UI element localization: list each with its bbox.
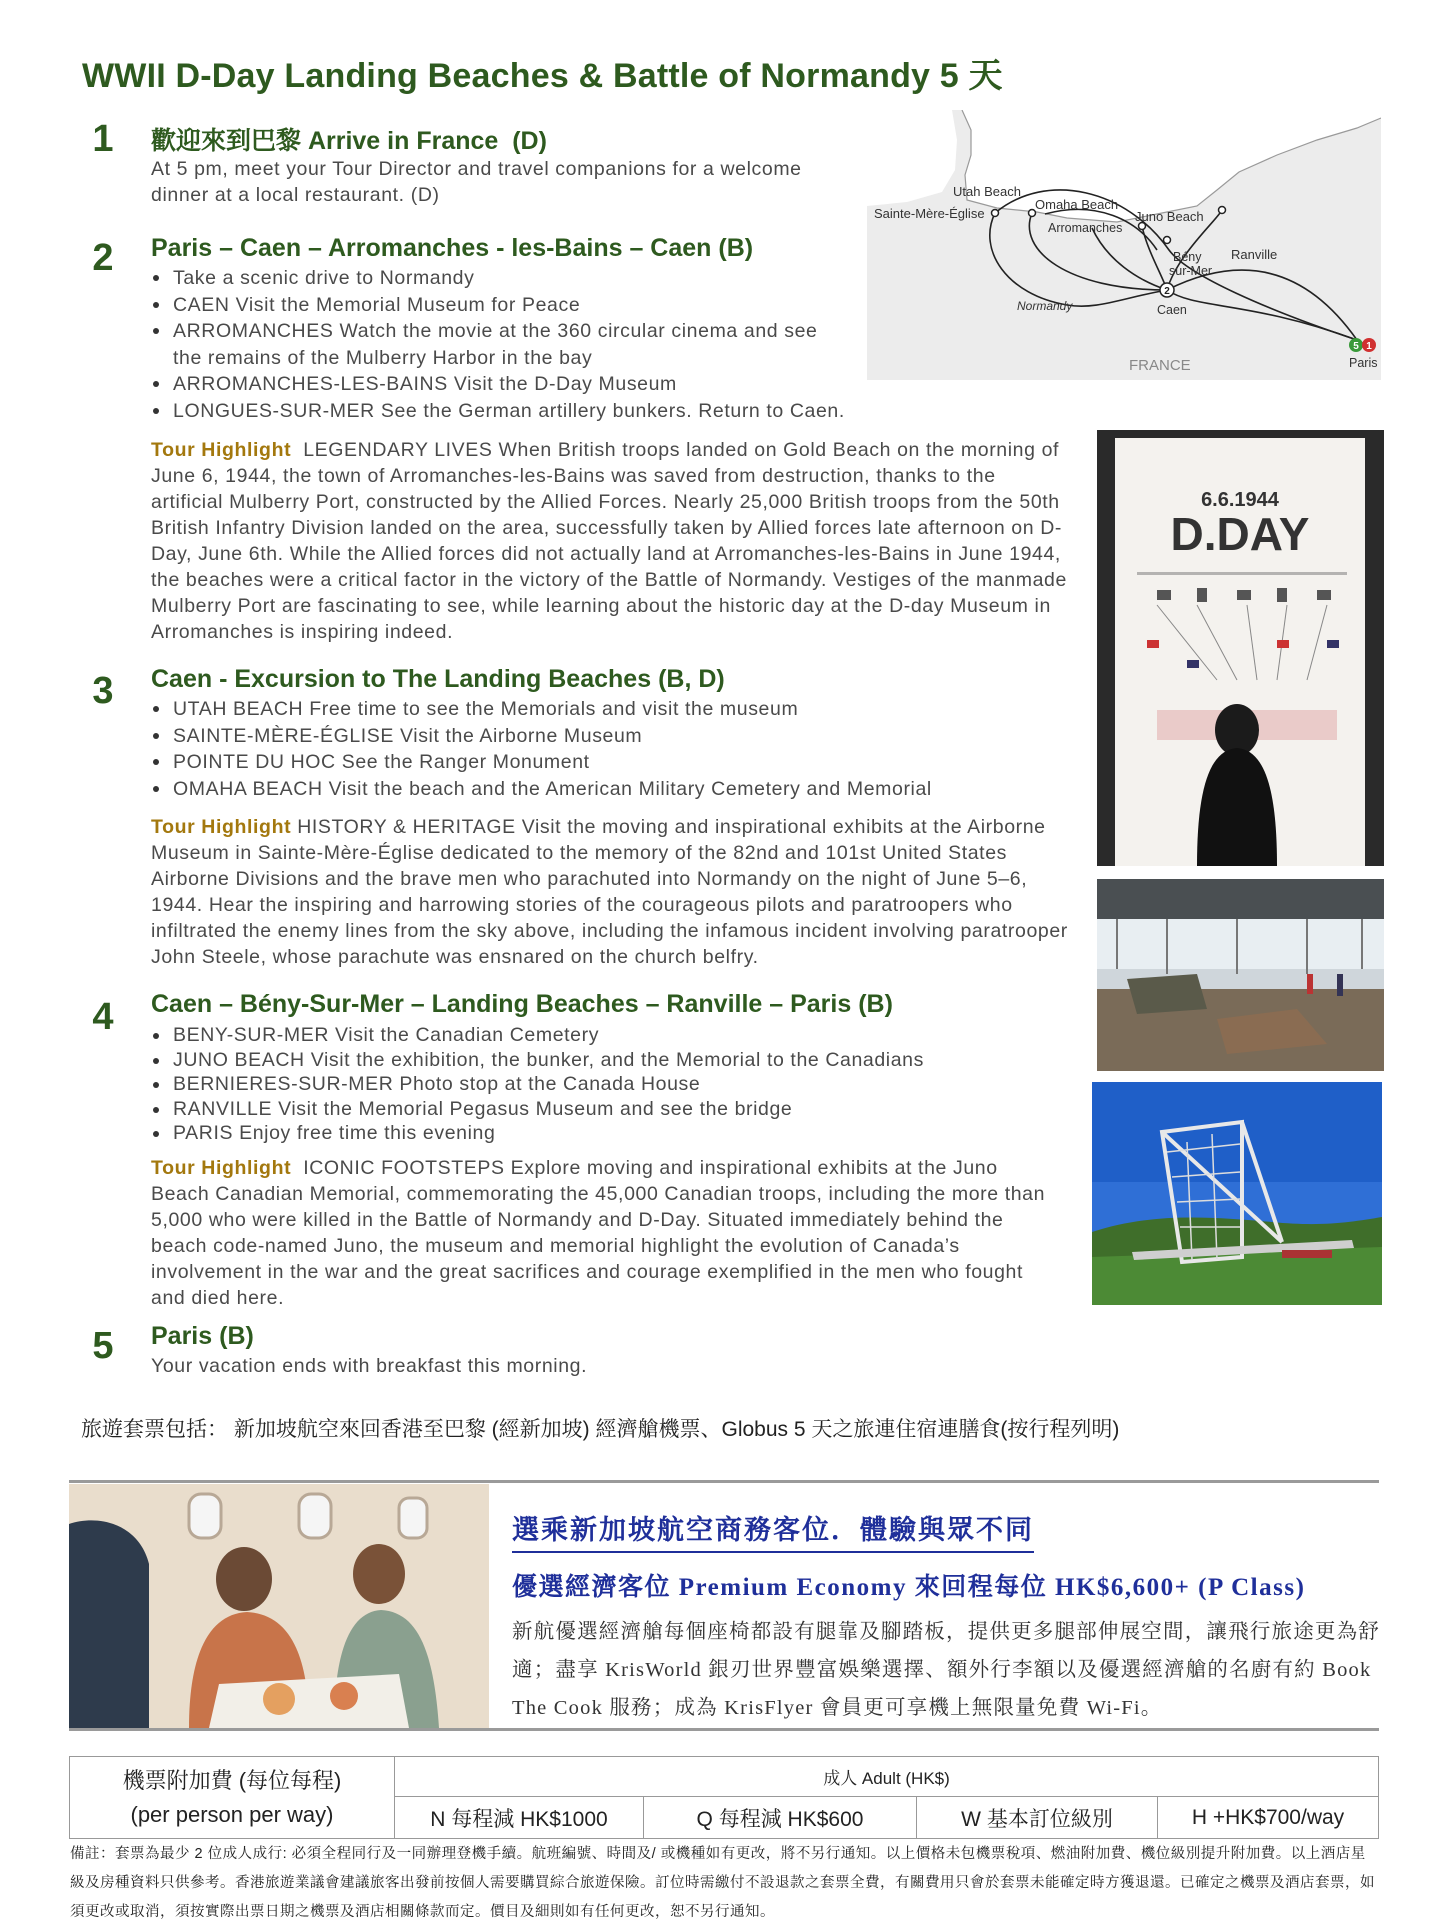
day-title: Caen – Bény-Sur-Mer – Landing Beaches – Ranville – Paris (151, 990, 852, 1018)
map-label-ranville: Ranville (1231, 247, 1278, 262)
day-number: 2 (92, 237, 114, 279)
highlight-text: LEGENDARY LIVES When British troops landed on Gold Beach on the morning of June 6, 1944, the town of Arromanches-les-Bains was saved from destruction, thanks to the artificial Mulberry Port, constructed by the Allied Forces. Nearly 25,000 British troops from the 50th British Infantry Division landed on the area, successfully taken by Allied forces late afternoon on D-Day, June 6th. While the Allied forces did not actually land at Arromanches-les-Bains in June 1944, the beaches were a critical factor in the victory of the Battle of Normandy. Vestiges of the manmade Mulberry Port are fascinating to see, while learning about the historic day at the D-day Museum in Arromanches is inspiring indeed. (151, 439, 1067, 643)
map-label-france: FRANCE (1129, 357, 1191, 374)
highlight-text: HISTORY & HERITAGE Visit the moving and inspirational exhibits at the Airborne Museum in Sainte-Mère-Église dedicated to the memory of the 82nd and 101st United States Airborne Divisions and the brave men who parachuted into Normandy on the night of June 5–6, 1944. Hear the inspiring and harrowing stories of the courageous pilots and paratroopers who infiltrated the enemy lines from the sky above, including the infamous incident involving paratrooper John Steele, whose parachute was ensnared on the church belfry. (151, 816, 1068, 968)
tour-highlight (151, 814, 1069, 970)
activity-list (151, 696, 1051, 802)
day-meals: (B) (858, 990, 893, 1018)
highlight-text: ICONIC FOOTSTEPS Explore moving and inspirational exhibits at the Juno Beach Canadian Memorial, commemorating the 45,000 Canadian troops, including the more than 5,000 who were killed in the Battle of Normandy and D-Day. Situated immediately behind the beach code-named Juno, the museum and memorial highlight the evolution of Canada’s involvement in the war and the great sacrifices and courage exemplified in the men who fought and died here. (151, 1157, 1046, 1309)
fare-cell: W 基本訂位級別 (917, 1797, 1158, 1839)
day-heading (151, 121, 547, 157)
cabin-photo (69, 1484, 489, 1728)
day-number: 5 (92, 1325, 114, 1367)
fare-cell: H +HK$700/way (1158, 1797, 1379, 1839)
highlight-label: Tour Highlight (151, 439, 292, 461)
activity-item: SAINTE-MÈRE-ÉGLISE Visit the Airborne Museum (151, 723, 1051, 750)
sq-subtitle: 優選經濟客位 Premium Economy 來回程每位 HK$6,600+ (P Class) (512, 1574, 1306, 1601)
fine-print: 備註：套票為最少 2 位成人成行: 必須全程同行及一同辦理登機手續。航班編號、時間及/ 或機種如有更改，將不另行通知。以上價格未包機票稅項、燃油附加費、機位級別提升附加費。以上酒店星級及房種資料只供參考。香港旅遊業議會建議旅客出發前按個人需要購買綜合旅遊保險。訂位時需繳付不設退款之套票全費，有關費用只會於套票未能確定時方獲退還。已確定之機票及酒店套票，如須更改或取消，須按實際出票日期之機票及酒店相關條款而定。價目及細則如有任何更改，恕不另行通知。 (70, 1846, 1375, 1920)
activity-item: LONGUES-SUR-MER See the German artillery bunkers. Return to Caen. (151, 398, 851, 425)
day-heading (151, 990, 893, 1019)
package-info: 旅遊套票包括： 新加坡航空來回香港至巴黎 (經新加坡) 經濟艙機票、Globus 5 天之旅連住宿連膳食(按行程列明) (81, 1418, 1120, 1441)
day-meals: (B) (219, 1322, 254, 1350)
paris-marker-number-a: 5 (1353, 341, 1359, 352)
fare-cell: Q 每程減 HK$600 (644, 1797, 917, 1839)
divider (69, 1480, 1379, 1483)
sign-date: 6.6.1944 (1201, 489, 1279, 511)
day-number: 4 (92, 996, 114, 1038)
day-number: 1 (92, 118, 114, 160)
activity-item: JUNO BEACH Visit the exhibition, the bunker, and the Memorial to the Canadians (151, 1048, 1051, 1073)
activity-item: CAEN Visit the Memorial Museum for Peace (151, 292, 851, 319)
highlight-label: Tour Highlight (151, 1157, 292, 1179)
highlight-label: Tour Highlight (151, 816, 292, 838)
fare-cell: N 每程減 HK$1000 (395, 1797, 644, 1839)
fare-header: 成人 Adult (HK$) (395, 1757, 1379, 1797)
activity-item: BERNIERES-SUR-MER Photo stop at the Canada House (151, 1072, 1051, 1097)
fare-label (70, 1757, 395, 1839)
sq-body: 新航優選經濟艙每個座椅都設有腿靠及腳踏板，提供更多腿部伸展空間，讓飛行旅途更為舒適；盡享 KrisWorld 銀刃世界豐富娛樂選擇、額外行李額以及優選經濟艙的名廚有約 Book The Cook 服務；成為 KrisFlyer 會員更可享機上無限量免費 Wi-Fi。 (512, 1621, 1380, 1719)
day-description: At 5 pm, meet your Tour Director and travel companions for a welcome dinner at a local restaurant. (D) (151, 158, 802, 206)
map-label-normandy: Normandy (1017, 299, 1073, 313)
sq-title: 選乘新加坡航空商務客位．體驗與眾不同 (512, 1508, 1034, 1553)
tour-highlight (151, 437, 1069, 645)
activity-item: Take a scenic drive to Normandy (151, 265, 851, 292)
fare-table (69, 1756, 1379, 1839)
tour-highlight (151, 1155, 1051, 1311)
activity-item: UTAH BEACH Free time to see the Memorials and visit the museum (151, 696, 1051, 723)
activity-item: RANVILLE Visit the Memorial Pegasus Museum and see the bridge (151, 1097, 1051, 1122)
activity-item: POINTE DU HOC See the Ranger Monument (151, 749, 1051, 776)
activity-item: BENY-SUR-MER Visit the Canadian Cemetery (151, 1023, 1051, 1048)
fare-label-en: (per person per way) (130, 1801, 334, 1827)
map-label-utah: Utah Beach (953, 184, 1021, 199)
sign-title: D.DAY (1170, 508, 1310, 560)
paris-marker-number-b: 1 (1366, 341, 1372, 352)
day-heading (151, 1322, 254, 1351)
activity-item: PARIS Enjoy free time this evening (151, 1121, 1051, 1146)
map-label-omaha: Omaha Beach (1035, 197, 1119, 212)
activity-list (151, 1023, 1051, 1146)
caen-marker-number: 2 (1164, 286, 1170, 297)
day-meals: (D) (512, 127, 547, 155)
day-meals: (B) (718, 234, 754, 262)
day-number: 3 (92, 670, 114, 712)
map-label-paris: Paris (1349, 356, 1378, 370)
day-title: 歡迎來到巴黎 Arrive in France (151, 127, 499, 155)
map-label-arromanches: Arromanches (1048, 221, 1123, 235)
activity-item: ARROMANCHES Watch the movie at the 360 circular cinema and see the remains of the Mulberry Harbor in the bay (151, 318, 851, 371)
exhibit-hall-photo (1097, 879, 1384, 1071)
route-map (867, 110, 1381, 380)
sq-promo (512, 1508, 1392, 1727)
map-label-caen: Caen (1157, 303, 1187, 317)
map-label-beny: Bény (1173, 250, 1202, 264)
fare-label-zh: 機票附加費 (每位每程) (122, 1767, 342, 1793)
map-label-sur-mer: sur-Mer (1169, 264, 1213, 278)
map-label-sme: Sainte-Mère-Église (874, 206, 985, 221)
map-label-juno: Juno Beach (1135, 209, 1204, 224)
day-title: Paris (151, 1322, 213, 1350)
activity-item: OMAHA BEACH Visit the beach and the American Military Cemetery and Memorial (151, 776, 1051, 803)
page-title: WWII D-Day Landing Beaches & Battle of Normandy 5 天 (82, 57, 1003, 95)
pegasus-bridge-photo (1092, 1082, 1382, 1305)
day-description: Your vacation ends with breakfast this morning. (151, 1355, 588, 1377)
day-title: Paris – Caen – Arromanches - les-Bains – Caen (151, 234, 712, 262)
divider (69, 1728, 1379, 1731)
activity-list (151, 265, 851, 424)
day-heading (151, 234, 753, 263)
day-meals: (B, D) (658, 665, 725, 693)
day-title: Caen - Excursion to The Landing Beaches (151, 665, 652, 693)
day-heading (151, 665, 725, 694)
dday-museum-photo (1097, 430, 1384, 866)
activity-item: ARROMANCHES-LES-BAINS Visit the D-Day Museum (151, 371, 851, 398)
